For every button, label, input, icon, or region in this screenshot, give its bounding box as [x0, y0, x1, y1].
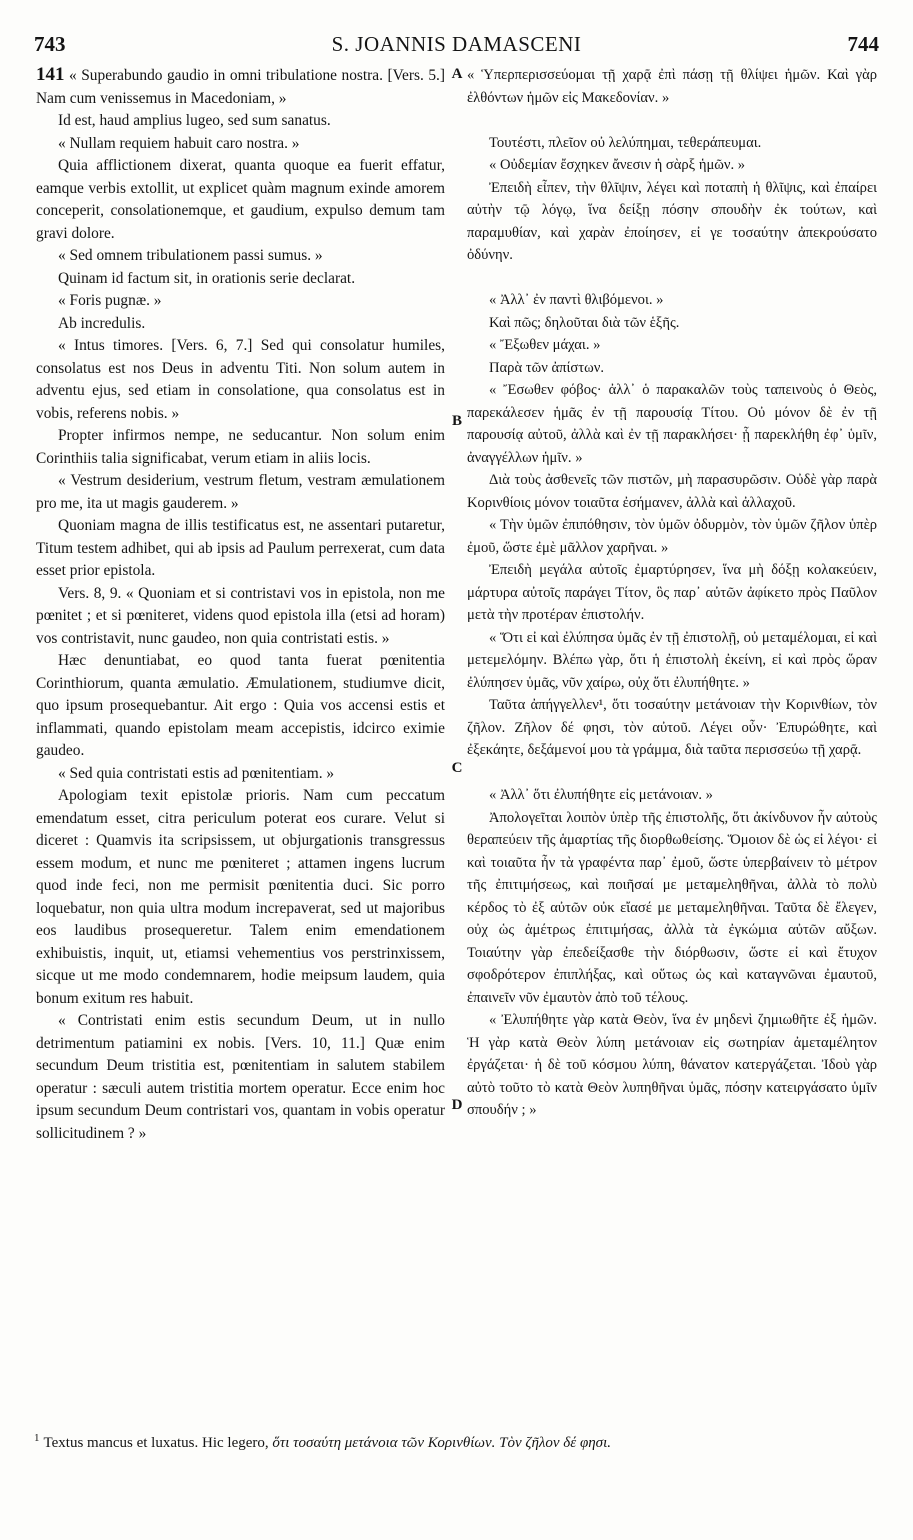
greek-paragraph: « Ὅτι εἰ καὶ ἐλύπησα ὑμᾶς ἐν τῇ ἐπιστολῇ, οὐ μεταμέλομαι, εἰ καὶ μετεμελόμην. Βλέπω γὰρ, ὅτι ἡ ἐπιστολὴ ἐκείνη, εἰ καὶ πρὸς ὥραν ἐλύπησεν ὑμᾶς, νῦν χαίρω, οὐχ ὅτι ἐλυπήθητε. » — [467, 629, 877, 691]
footnote — [34, 1428, 879, 1453]
running-header — [34, 32, 879, 56]
latin-paragraph: Id est, haud amplius lugeo, sed sum sanatus. — [58, 112, 331, 129]
greek-paragraph: « Οὐδεμίαν ἔσχηκεν ἄνεσιν ἡ σὰρξ ἡμῶν. » — [489, 157, 746, 173]
latin-paragraph: Hæc denuntiabat, eo quod tanta fuerat pœnitentia Corinthiorum, quanta æmulatio. Æmulationem, studiumve dicit, quo ipsum prosequebantur. Ait ergo : Quia vos accensi estis et inflammati, quando epistolam meam accepistis, idcirco eximie gaudeo. — [36, 652, 445, 759]
latin-paragraph: « Nullam requiem habuit caro nostra. » — [58, 134, 300, 152]
greek-paragraph: Ἀπολογεῖται λοιπὸν ὑπὲρ τῆς ἐπιστολῆς, ὅτι ἀκίνδυνον ἦν αὐτοὺς θεραπεύειν τῆς ἁμαρτίας τῆς διορθωθείσης. Ὅμοιον δὲ ὡς εἰ λέγοι· εἰ καὶ τοιαῦτα ἦν τὰ γραφέντα παρ᾽ ἐμοῦ, ὥστε ὑπερβαίνειν τὸ μέτρον τῆς ἐπιτιμήσεως, καὶ ποιῆσαί με μεταμεληθῆναι, ἀλλὰ τὸ πολὺ κέρδος τὸ ἐξ αὐτῶν οὐκ εἴασέ με μεταμεληθῆναι. Ταῦτα δὲ ἔλεγεν, οὐχ ὡς ἀμέτρως ἐπιτιμήσας, ἀλλὰ τὰ ἐγκώμια αὐτῶν αὔξων. Τοιαύτην γὰρ ἐπεδείξασθε τὴν διόρθωσιν, ὥστε εἰ καὶ ἔτυχον σφοδρότερον ἐπιπλήξας, καὶ οὕτως ὡς καὶ καταγνῶναι ἐμαυτοῦ, ἐπαινεῖν νῦν ἐμαυτὸν ἀπὸ τοῦ τέλους. — [467, 809, 877, 1006]
greek-paragraph: Τουτέστι, πλεῖον οὐ λελύπημαι, τεθεράπευμαι. — [489, 134, 762, 151]
greek-paragraph: Καὶ πῶς; δηλοῦται διὰ τῶν ἑξῆς. — [489, 314, 680, 331]
latin-paragraph: Propter infirmos nempe, ne seducantur. Non solum enim Corinthiis talia significabat, verum etiam in aliis locis. — [36, 427, 445, 467]
greek-paragraph: « Ἀλλ᾽ ἐν παντὶ θλιβόμενοι. » — [489, 292, 664, 308]
latin-paragraph: « Sed quia contristati estis ad pœnitentiam. » — [58, 764, 335, 782]
latin-paragraph: « Foris pugnæ. » — [58, 292, 162, 309]
latin-paragraph: Apologiam texit epistolæ prioris. Nam cum peccatum emendatum esset, citra periculum poterat eos curare. Velut si diceret : Quamvis ita scripsissem, ut objurgationis transgressus essem modum, et nunc me pœniteret ; attamen ingens lucrum quod inde feci, non me permisit pœnitentia duci. Sic porro loquebatur, non quia ultra modum increpaverat, sed ut majoribus eos laudibus prosequeretur. Talem enim emendationem exhibuistis, inquit, ut, etiamsi vehementius vos perstrinxissem, sicque ut me modo condemnarem, hodie meipsum laudem, quia bonum exitum res habuit. — [36, 787, 445, 1007]
greek-paragraph: Ἐπειδὴ εἶπεν, τὴν θλῖψιν, λέγει καὶ ποταπὴ ἡ θλῖψις, καὶ ἐπαίρει αὐτὴν τῷ λόγῳ, ἵνα δείξῃ πόσην σπουδὴν ἐκ τούτων, καὶ παραμυθίαν, καὶ χαρὰν ἐποίησεν, εἰ γε τοσαύτην ἀπεκρούσατο ὀδύνην. — [467, 179, 877, 263]
greek-paragraph: Ταῦτα ἀπήγγελλεν¹, ὅτι τοσαύτην μετάνοιαν τὴν Κορινθίων, τὸν ζῆλον. Ζῆλον δέ φησι, τὸν αὐτοῦ. Λέγει οὖν· Ἐπυρώθητε, καὶ ἐξεκάητε, δεξάμενοί μου τὰ γράμμα, διὰ ταῦτα περισσεύω τῇ χαρᾷ. — [467, 697, 877, 758]
greek-paragraph: « Ἐλυπήθητε γὰρ κατὰ Θεὸν, ἵνα ἐν μηδενὶ ζημιωθῆτε ἐξ ἡμῶν. Ἡ γὰρ κατὰ Θεὸν λύπη μετάνοιαν εἰς σωτηρίαν ἀμεταμέλητον ἐργάζεται· ἡ δὲ τοῦ κόσμου λύπη, θάνατον κατεργάζεται. Ἰδοὺ γὰρ αὐτὸ τοῦτο τὸ κατὰ Θεὸν λυπηθῆναι ὑμᾶς, πόσην κατειργάσατο ὑμῖν σπουδήν ; » — [467, 1012, 877, 1118]
footnote-mark: 1 — [34, 1432, 40, 1444]
greek-paragraph: « Ἀλλ᾽ ὅτι ἐλυπήθητε εἰς μετάνοιαν. » — [489, 787, 713, 803]
latin-paragraph: Vers. 8, 9. « Quoniam et si contristavi vos in epistola, non me pœnitet ; et si pœniteret, videns quod epistola illa (etsi ad horam) vos contristavit, nunc gaudeo, non quia contristati estis. » — [36, 584, 445, 647]
greek-paragraph: Παρὰ τῶν ἀπίστων. — [489, 359, 605, 376]
margin-marker-d: D — [451, 1097, 463, 1113]
greek-paragraph: « Ἔξωθεν μάχαι. » — [489, 337, 601, 353]
margin-marker-c: C — [451, 760, 463, 776]
margin-marker-b: B — [451, 413, 462, 429]
greek-column — [467, 64, 877, 1122]
greek-paragraph: « Τὴν ὑμῶν ἐπιπόθησιν, τὸν ὑμῶν ὀδυρμὸν, τὸν ὑμῶν ζῆλον ὑπὲρ ἐμοῦ, ὥστε ἐμὲ μᾶλλον χαρῆναι. » — [467, 517, 877, 556]
page-number-left: 743 — [34, 32, 66, 56]
latin-paragraph: « Vestrum desiderium, vestrum fletum, vestram æmulationem pro me, ita ut magis gauderem. » — [36, 472, 445, 512]
latin-paragraph: « Contristati enim estis secundum Deum, ut in nullo detrimentum patiamini ex nobis. [Vers. 10, 11.] Quæ enim secundum Deum tristitia est, pœnitentiam in salutem stabilem operatur : sæculi autem tristitia mortem operatur. Ecce enim hoc ipsum secundum Deum contristari vos, quantam in vobis operatur sollicitudinem ? » — [36, 1012, 445, 1142]
latin-paragraph: Ab incredulis. — [58, 314, 146, 332]
latin-paragraph: Quinam id factum sit, in orationis serie declarat. — [58, 269, 356, 287]
footnote-greek: ὅτι τοσαύτη μετάνοια τῶν Κορινθίων. Τὸν ζῆλον δέ φησι. — [272, 1435, 611, 1451]
latin-paragraph: « Intus timores. [Vers. 6, 7.] Sed qui consolatur humiles, consolatus est nos Deus in adventu Titi. Non solum autem in adventu ejus, sed etiam in consolatione, qua consolatus est in vobis, referens nobis. » — [36, 337, 445, 422]
greek-paragraph: Ἐπειδὴ μεγάλα αὐτοῖς ἐμαρτύρησεν, ἵνα μὴ δόξῃ κολακεύειν, μάρτυρα αὐτοῖς παράγει Τίτον, ὃς παρ᾽ αὐτῶν ἀφίκετο πρὸς Παῦλον μετὰ τὴν προτέραν ἐπιστολήν. — [467, 562, 877, 623]
running-title: S. JOANNIS DAMASCENI — [331, 32, 582, 56]
latin-paragraph: Quia afflictionem dixerat, quanta quoque ea fuerit effatur, eamque verbis extollit, ut explicet quàm magnum exinde amorem conceperit, consolationemque, et gaudium, expulso demum tam gravi dolore. — [36, 157, 445, 242]
latin-paragraph: 141 « Superabundo gaudio in omni tribulatione nostra. [Vers. 5.] Nam cum venissemus in Macedoniam, » — [36, 64, 445, 107]
latin-paragraph: Quoniam magna de illis testificatus est, ne assentari putaretur, Titum testem adhibet, qui ab ipsis ad Paulum perrexerat, cum data esset prior epistola. — [36, 517, 445, 579]
latin-paragraph: « Sed omnem tribulationem passi sumus. » — [58, 247, 323, 264]
greek-paragraph: « Ὑπερπερισσεύομαι τῇ χαρᾷ ἐπὶ πάσῃ τῇ θλίψει ἡμῶν. Καὶ γὰρ ἐλθόντων ἡμῶν εἰς Μακεδονίαν. » — [467, 67, 877, 106]
column-number: 141 — [36, 64, 65, 85]
latin-column — [36, 64, 445, 1145]
greek-paragraph: Διὰ τοὺς ἀσθενεῖς τῶν πιστῶν, μὴ παρασυρῶσιν. Οὐδὲ γὰρ παρὰ Κορινθίοις μόνον τοιαῦτα ἐσήμανεν, ἀλλὰ καὶ ἀλλαχοῦ. — [467, 472, 877, 511]
margin-marker-a: A — [451, 66, 463, 82]
greek-paragraph: « Ἔσωθεν φόβος· ἀλλ᾽ ὁ παρακαλῶν τοὺς ταπεινοὺς ὁ Θεὸς, παρεκάλεσεν ἡμᾶς ἐν τῇ παρουσίᾳ Τίτου. Οὐ μόνον δὲ ἐν τῇ παρουσίᾳ αὐτοῦ, ἀλλὰ καὶ ἐν τῇ παρακλήσει· ᾗ παρεκλήθη ἐφ᾽ ὑμῖν, ἀναγγέλλων ἡμῖν. » — [467, 382, 877, 466]
page-number-right: 744 — [847, 32, 879, 56]
footnote-latin: Textus mancus et luxatus. Hic legero, — [43, 1435, 269, 1451]
